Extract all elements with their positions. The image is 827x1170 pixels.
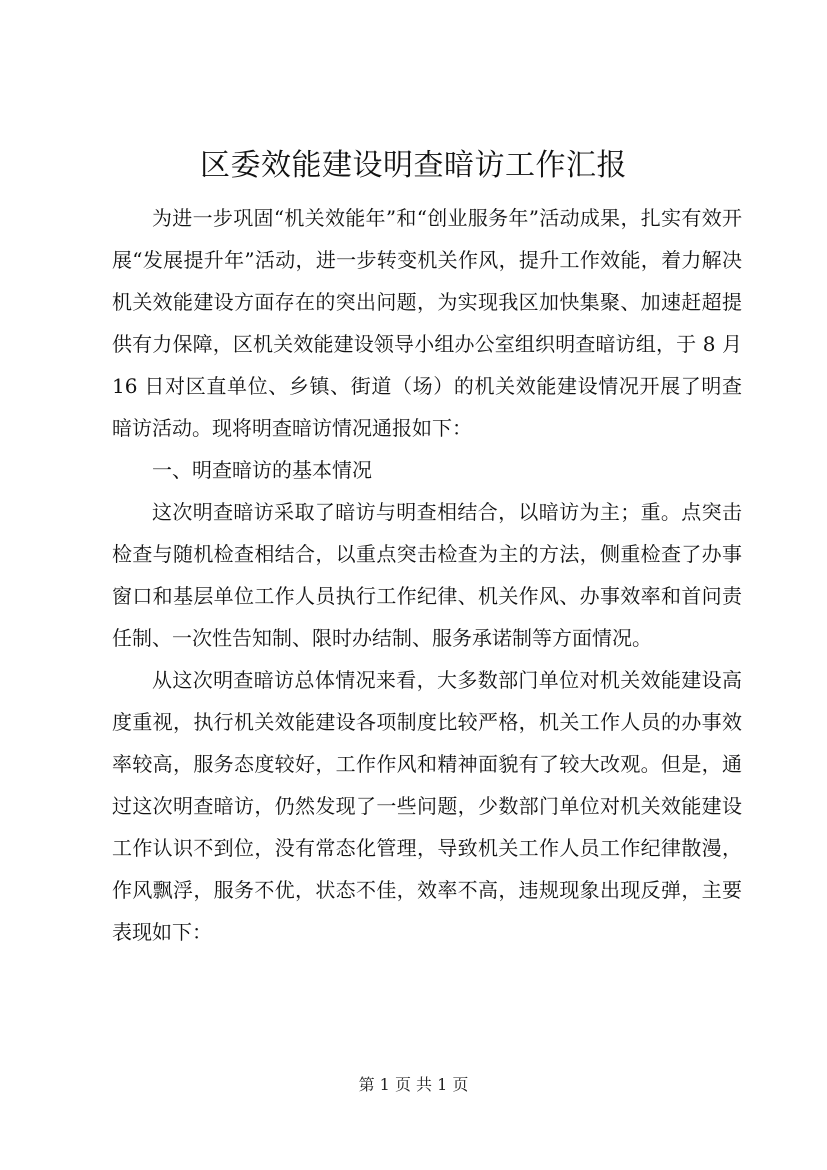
section-heading-basic-situation: 一、明查暗访的基本情况: [152, 458, 372, 482]
paragraph-overall-findings: 从这次明查暗访总体情况来看，大多数部门单位对机关效能建设高度重视，执行机关效能建设各项制度比较严格，机关工作人员的办事效率较高，服务态度较好，工作作风和精神面貌有了较大改观。但是，通过这次明查暗访，仍然发现了一些问题，少数部门单位对机关效能建设工作认识不到位，没有常态化管理，导致机关工作人员工作纪律散漫，作风飘浮，服务不优，状态不佳，效率不高，违规现象出现反弹，主要表现如下：: [112, 668, 742, 944]
document-title: 区委效能建设明查暗访工作汇报: [200, 148, 627, 183]
paragraph-intro: 为进一步巩固“机关效能年”和“创业服务年”活动成果，扎实有效开展“发展提升年”活动，进一步转变机关作风，提升工作效能，着力解决机关效能建设方面存在的突出问题，为实现我区加快集聚、加速赶超提供有力保障，区机关效能建设领导小组办公室组织明查暗访组，于 8 月 16 日对区直单位、乡镇、街道（场）的机关效能建设情况开展了明查暗访活动。现将明查暗访情况通报如下：: [112, 206, 742, 440]
paragraph-inspection-method: 这次明查暗访采取了暗访与明查相结合，以暗访为主；重。点突击检查与随机检查相结合，以重点突击检查为主的方法，侧重检查了办事窗口和基层单位工作人员执行工作纪律、机关作风、办事效率和首问责任制、一次性告知制、限时办结制、服务承诺制等方面情况。: [112, 500, 742, 650]
page-footer: 第 1 页 共 1 页: [358, 1075, 469, 1094]
document-body: [112, 197, 742, 953]
